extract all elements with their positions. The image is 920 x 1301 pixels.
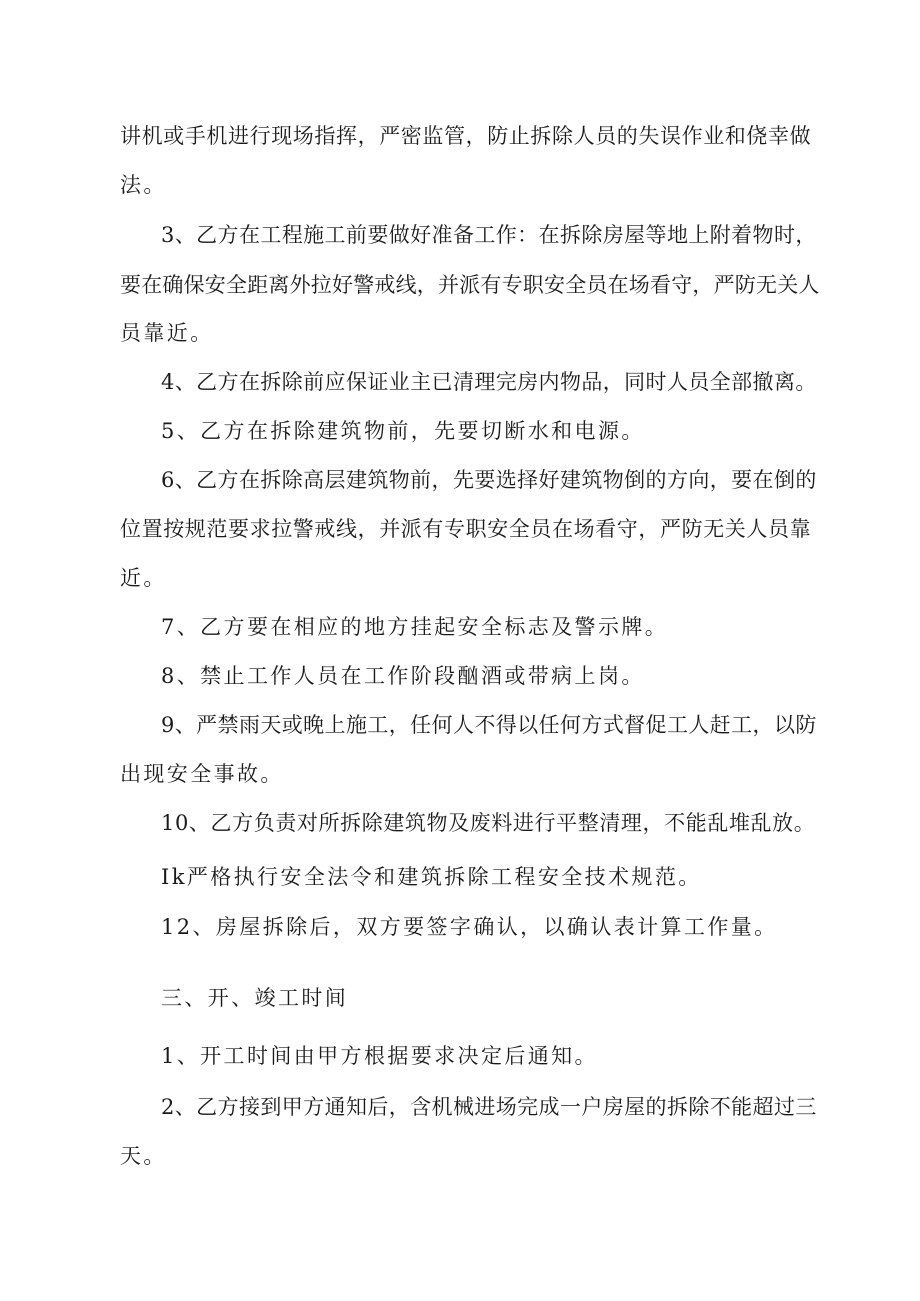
text-line: 2、乙方接到甲方通知后，含机械进场完成一户房屋的拆除不能超过三 xyxy=(161,1095,817,1119)
text-line: 员靠近。 xyxy=(120,321,214,345)
text-line: 近。 xyxy=(120,566,167,590)
section-heading: 三、开、竣工时间 xyxy=(161,986,349,1010)
text-line: 要在确保安全距离外拉好警戒线，并派有专职安全员在场看守，严防无关人 xyxy=(120,273,820,297)
text-line: 12、房屋拆除后，双方要签字确认，以确认表计算工作量。 xyxy=(161,915,778,939)
text-line: 10、乙方负责对所拆除建筑物及废料进行平整清理，不能乱堆乱放。 xyxy=(161,811,816,835)
text-line: 讲机或手机进行现场指挥，严密监管，防止拆除人员的失误作业和侥幸做 xyxy=(120,124,812,148)
text-line: 位置按规范要求拉警戒线，并派有专职安全员在场看守，严防无关人员靠 xyxy=(120,517,812,541)
text-line: 1、开工时间由甲方根据要求决定后通知。 xyxy=(161,1044,598,1068)
text-line: 天。 xyxy=(120,1144,167,1168)
text-line: 8、禁止工作人员在工作阶段酗酒或带病上岗。 xyxy=(161,664,645,688)
text-line: 3、乙方在工程施工前要做好准备工作：在拆除房屋等地上附着物时， xyxy=(161,223,817,247)
text-line: 7、乙方要在相应的地方挂起安全标志及警示牌。 xyxy=(161,615,669,639)
text-line: 9、严禁雨天或晚上施工，任何人不得以任何方式督促工人赶工，以防 xyxy=(161,713,817,737)
text-line: 6、乙方在拆除高层建筑物前，先要选择好建筑物倒的方向，要在倒的 xyxy=(161,468,817,492)
text-line: 4、乙方在拆除前应保证业主已清理完房内物品，同时人员全部撤离。 xyxy=(161,370,817,394)
text-line: 法。 xyxy=(120,173,167,197)
text-line: 出现安全事故。 xyxy=(120,762,284,786)
text-line: Ik严格执行安全法令和建筑拆除工程安全技术规范。 xyxy=(161,865,702,889)
text-line: 5、乙方在拆除建筑物前，先要切断水和电源。 xyxy=(161,419,645,443)
